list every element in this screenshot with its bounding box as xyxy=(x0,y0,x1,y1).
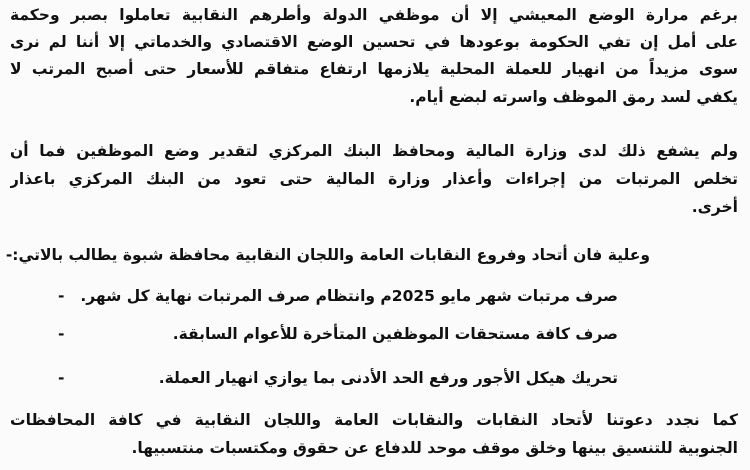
demand-item-1-text: صرف مرتبات شهر مايو 2025م وانتظام صرف المرتبات نهاية كل شهر. xyxy=(80,287,618,305)
demand-item-2 xyxy=(10,320,738,348)
demand-item-2-text: صرف كافة مستحقات الموظفين المتأخرة للأعوام السابقة. xyxy=(172,325,618,343)
paragraph-3-line-2: الجنوبية للتنسيق بينها وخلق موقف موحد للدفاع عن حقوق ومكتسبات منتسبيها. xyxy=(131,439,738,457)
demand-item-3 xyxy=(10,364,738,392)
paragraph-1-line-4: يكفي لسد رمق الموظف واسرته لبضع أيام. xyxy=(409,88,738,106)
paragraph-2-line-3: أخرى. xyxy=(691,198,738,216)
paragraph-1-line-3: سوى مزيداً من انهيار للعملة المحلية يلازمها ارتفاع متفاقم للأسعار حتى أصبح المرتب لا xyxy=(10,60,738,78)
demand-item-1-bullet: - xyxy=(58,287,65,305)
paragraph-1-line-1: برغم مرارة الوضع المعيشي إلا أن موظفي الدولة وأطرهم النقابية تعاملوا بصبر وحكمة xyxy=(10,6,738,24)
demand-item-2-bullet: - xyxy=(58,325,65,343)
demand-item-1 xyxy=(10,282,738,310)
paragraph-1-line-2: على أمل إن تفي الحكومة بوعودها في تحسين الوضع الاقتصادي والخدماتي إلا أننا لم نرى xyxy=(10,33,738,51)
paragraph-3-line-1: كما نجدد دعوتنا لأتحاد النقابات والنقابات العامة واللجان النقابية في كافة المحافظات xyxy=(10,411,738,429)
paragraph-2-line-2: تخلص المرتبات من إجراءات وأعذار وزارة المالية حتى تعود من البنك المركزي باعذار xyxy=(10,170,738,188)
demand-item-3-text: تحريك هيكل الأجور ورفع الحد الأدنى بما يوازي انهيار العملة. xyxy=(158,369,618,387)
demand-item-3-bullet: - xyxy=(58,369,65,387)
demands-intro: وعلية فان أتحاد وفروع النقابات العامة واللجان النقابية محافظة شبوة يطالب بالاتي:- xyxy=(5,246,650,264)
paragraph-2-line-1: ولم يشفع ذلك لدى وزارة المالية ومحافظ البنك المركزي لتقدير وضع الموظفين فما أن xyxy=(10,142,738,160)
